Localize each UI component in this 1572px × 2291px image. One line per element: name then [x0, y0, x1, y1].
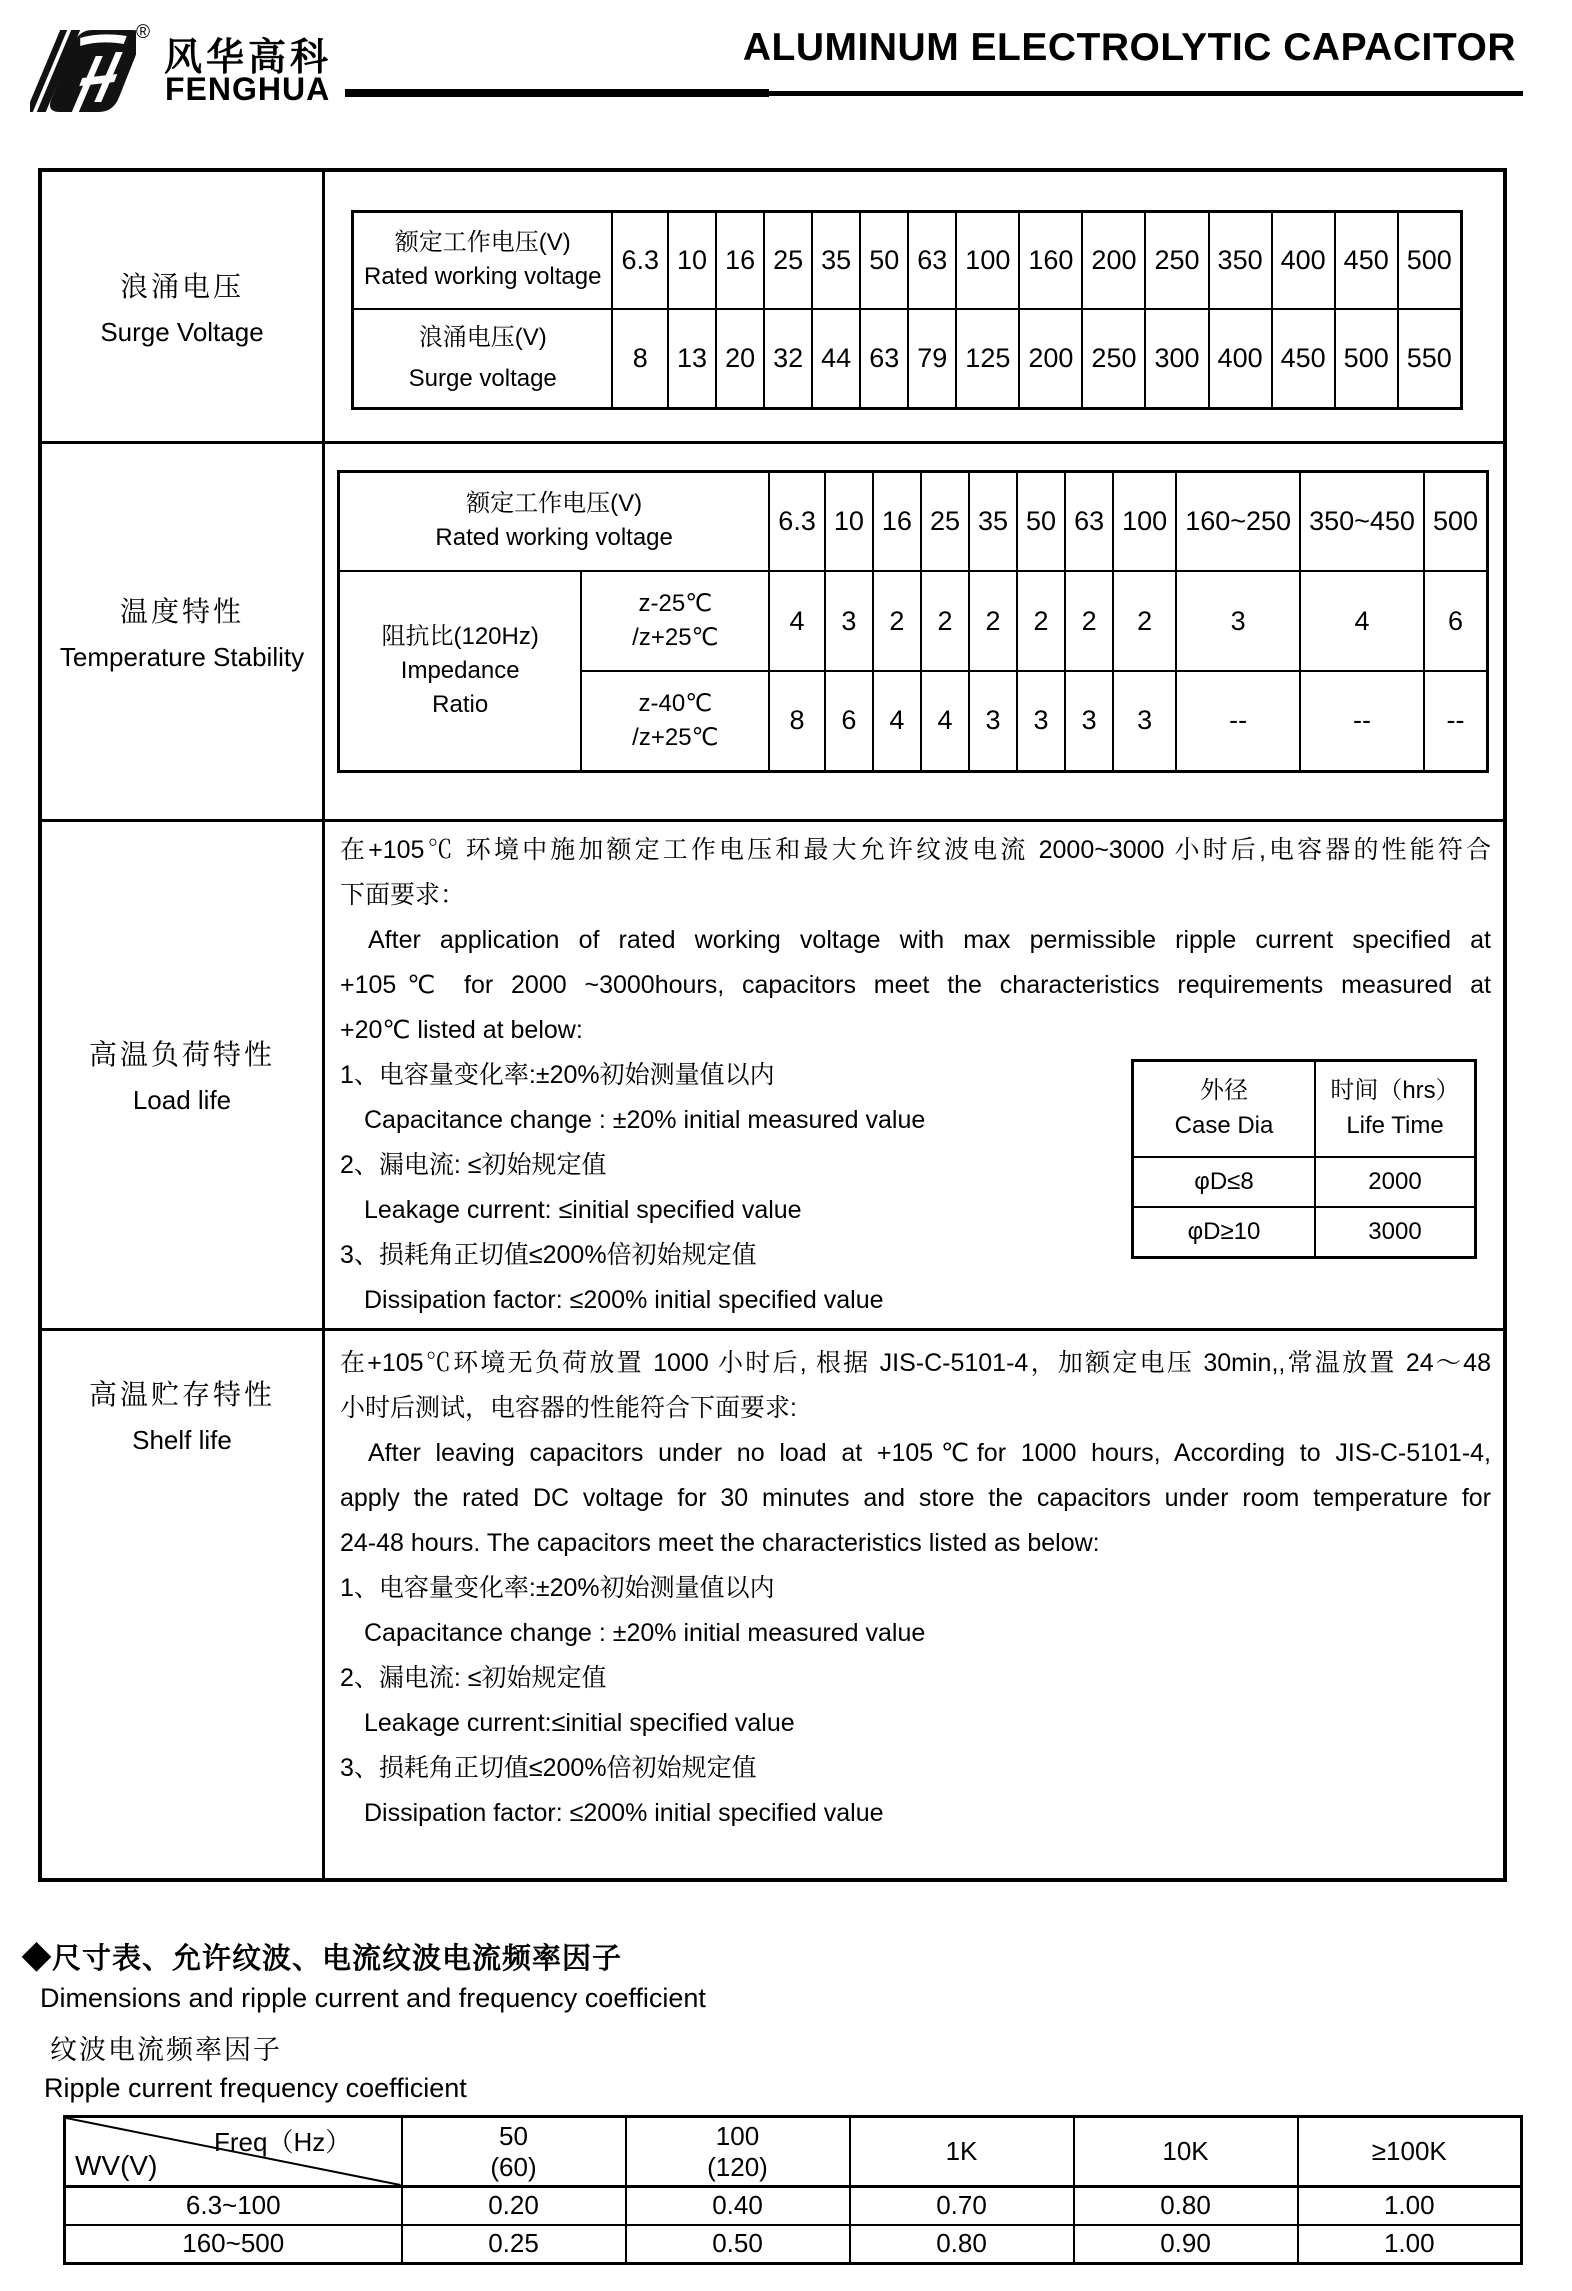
rated-voltage-value: 100 [1113, 471, 1176, 571]
surge-voltage-value: 300 [1145, 309, 1208, 409]
shelf-life-en-line3: 24-48 hours. The capacitors meet the characteristics listed as below: [340, 1528, 1100, 1557]
life-time-header [1315, 1060, 1476, 1157]
temperature-label-cn: 温度特性 [119, 595, 244, 627]
rated-voltage-value: 450 [1335, 212, 1398, 309]
freq-header-cell: 100 (120) [626, 2117, 850, 2187]
section-heading-cn: ◆尺寸表、允许纹波、电流纹波电流频率因子 [22, 1943, 623, 1975]
rated-voltage-value: 350~450 [1300, 471, 1424, 571]
impedance-ratio-value: -- [1176, 671, 1300, 771]
impedance-header-en2: Ratio [432, 690, 489, 718]
case-dia-header-en: Case Dia [1174, 1112, 1274, 1139]
impedance-ratio-value: 3 [1113, 671, 1176, 771]
rated-voltage-value: 160~250 [1176, 471, 1300, 571]
load-life-item1-cn: 1、电容量变化率:±20%初始测量值以内 [340, 1060, 775, 1089]
row-label-shelf-life [40, 1329, 324, 1880]
rated-voltage-value: 35 [969, 471, 1017, 571]
coefficient-value: 0.80 [850, 2225, 1074, 2264]
impedance-ratio-value: 2 [873, 571, 921, 671]
coefficient-value: 0.40 [626, 2187, 850, 2225]
rated-voltage-value: 500 [1424, 471, 1488, 571]
rated-voltage-value: 400 [1272, 212, 1335, 309]
rated-voltage-value: 10 [668, 212, 716, 309]
fenghua-logo-icon [30, 26, 136, 116]
corner-freq-label: Freq（Hz） [214, 2127, 352, 2157]
ripple-frequency-table [63, 2115, 1523, 2265]
impedance-ratio-value: 4 [921, 671, 969, 771]
surge-voltage-value: 13 [668, 309, 716, 409]
surge-voltage-header-cn: 浪涌电压(V) [418, 323, 547, 351]
rated-voltage-value: 50 [860, 212, 908, 309]
rated-voltage-header [339, 471, 770, 571]
load-life-en-line3: +20℃ listed at below: [340, 1015, 583, 1044]
shelf-life-label-en: Shelf life [132, 1424, 232, 1455]
rated-voltage-value: 6.3 [612, 212, 668, 309]
condition-line1: z-25℃ [638, 590, 713, 617]
rated-voltage-value: 350 [1209, 212, 1272, 309]
coefficient-value: 0.20 [402, 2187, 626, 2225]
surge-voltage-value: 400 [1209, 309, 1272, 409]
impedance-ratio-value: 6 [1424, 571, 1488, 671]
rated-voltage-header-en: Rated working voltage [364, 263, 602, 291]
rated-voltage-value: 200 [1082, 212, 1145, 309]
row-label-temperature-stability [40, 442, 324, 820]
surge-voltage-value: 450 [1272, 309, 1335, 409]
rated-voltage-header [353, 212, 613, 309]
rated-voltage-value: 6.3 [769, 471, 825, 571]
life-table-cell: φD≤8 [1133, 1157, 1316, 1207]
impedance-ratio-value: 3 [1065, 671, 1113, 771]
impedance-ratio-value: 3 [969, 671, 1017, 771]
surge-voltage-header-en: Surge voltage [408, 364, 557, 392]
impedance-ratio-value: 8 [769, 671, 825, 771]
coefficient-value: 1.00 [1298, 2225, 1522, 2264]
condition-z-minus-40 [581, 671, 769, 771]
freq-header-cell: 50 (60) [402, 2117, 626, 2187]
load-life-cell [324, 820, 1506, 1329]
rated-voltage-value: 160 [1019, 212, 1082, 309]
impedance-ratio-value: 3 [825, 571, 873, 671]
rated-voltage-value: 63 [908, 212, 956, 309]
impedance-header-cn: 阻抗比(120Hz) [381, 622, 539, 650]
life-table-cell: 3000 [1315, 1207, 1476, 1258]
life-table-cell: 2000 [1315, 1157, 1476, 1207]
shelf-life-cn-line1: 在+105℃环境无负荷放置 1000 小时后, 根据 JIS-C-5101-4，加额定电压 30min,,常温放置 24～48 [340, 1348, 1491, 1377]
coefficient-value: 0.25 [402, 2225, 626, 2264]
section-heading-en: Dimensions and ripple current and frequency coefficient [40, 1983, 706, 2013]
load-life-item2-cn: 2、漏电流: ≤初始规定值 [340, 1150, 607, 1179]
load-life-item3-en: Dissipation factor: ≤200% initial specified value [364, 1285, 884, 1314]
shelf-life-item3-en: Dissipation factor: ≤200% initial specified value [364, 1798, 884, 1827]
rated-voltage-value: 16 [873, 471, 921, 571]
impedance-ratio-value: 2 [969, 571, 1017, 671]
load-life-text [325, 822, 1503, 1323]
surge-voltage-table [351, 210, 1463, 410]
coefficient-value: 0.50 [626, 2225, 850, 2264]
header-rule-thick [345, 89, 769, 97]
life-time-header-en: Life Time [1346, 1112, 1444, 1139]
impedance-ratio-value: 2 [921, 571, 969, 671]
surge-voltage-cell [324, 170, 1506, 442]
load-life-item3-cn: 3、损耗角正切值≤200%倍初始规定值 [340, 1240, 757, 1269]
load-life-time-table [1131, 1059, 1477, 1259]
shelf-life-label-cn: 高温贮存特性 [88, 1378, 275, 1410]
impedance-ratio-value: 2 [1065, 571, 1113, 671]
condition-line2: /z+25℃ [632, 723, 719, 751]
freq-header-cell: 10K [1074, 2117, 1298, 2187]
impedance-ratio-value: 6 [825, 671, 873, 771]
surge-voltage-value: 125 [956, 309, 1019, 409]
rated-voltage-header-cn: 额定工作电压(V) [466, 490, 643, 518]
surge-label-en: Surge Voltage [100, 316, 264, 347]
registered-trademark-icon: ® [136, 22, 150, 43]
surge-voltage-value: 63 [860, 309, 908, 409]
load-life-label-en: Load life [132, 1085, 232, 1115]
impedance-ratio-header [339, 571, 582, 771]
rated-voltage-value: 16 [716, 212, 764, 309]
ripple-table-corner [65, 2117, 402, 2187]
impedance-ratio-value: 3 [1176, 571, 1300, 671]
wv-range-low: 6.3~100 [65, 2187, 402, 2225]
rated-voltage-value: 250 [1145, 212, 1208, 309]
case-dia-header-cn: 外径 [1200, 1077, 1248, 1104]
coefficient-value: 1.00 [1298, 2187, 1522, 2225]
impedance-ratio-value: 4 [769, 571, 825, 671]
shelf-life-item3-cn: 3、损耗角正切值≤200%倍初始规定值 [340, 1753, 757, 1782]
rated-voltage-value: 10 [825, 471, 873, 571]
specifications-table [38, 168, 1507, 1882]
rated-voltage-value: 35 [812, 212, 860, 309]
surge-voltage-value: 8 [612, 309, 668, 409]
temperature-label-en: Temperature Stability [59, 641, 305, 672]
impedance-header-en1: Impedance [400, 656, 520, 684]
surge-voltage-value: 250 [1082, 309, 1145, 409]
impedance-ratio-value: -- [1300, 671, 1424, 771]
row-label-load-life [40, 820, 324, 1329]
temperature-stability-cell [324, 442, 1506, 820]
surge-voltage-header [353, 309, 613, 409]
load-life-item2-en: Leakage current: ≤initial specified value [364, 1195, 802, 1224]
rated-voltage-value: 25 [921, 471, 969, 571]
load-life-label-cn: 高温负荷特性 [88, 1039, 275, 1070]
brand-name-chinese: 风华高科 [164, 37, 333, 79]
page-title: ALUMINUM ELECTROLYTIC CAPACITOR [742, 26, 1516, 69]
surge-voltage-value: 79 [908, 309, 956, 409]
load-life-en-line2: +105℃ for 2000 ~3000hours, capacitors meet the characteristics requirements measured at [340, 970, 1491, 999]
shelf-life-en-line1: After leaving capacitors under no load at +105℃for 1000 hours, According to JIS-C-5101-4, [368, 1438, 1491, 1467]
coefficient-value: 0.90 [1074, 2225, 1298, 2264]
shelf-life-text [325, 1331, 1503, 1836]
condition-z-minus-25 [581, 571, 769, 671]
condition-line2: /z+25℃ [632, 624, 719, 651]
coefficient-value: 0.70 [850, 2187, 1074, 2225]
surge-voltage-value: 200 [1019, 309, 1082, 409]
section-subheading-cn: 纹波电流频率因子 [50, 2035, 282, 2065]
corner-wv-label: WV(V) [75, 2150, 158, 2181]
impedance-ratio-value: 4 [1300, 571, 1424, 671]
shelf-life-item2-cn: 2、漏电流: ≤初始规定值 [340, 1663, 607, 1692]
rated-voltage-value: 63 [1065, 471, 1113, 571]
surge-voltage-value: 500 [1335, 309, 1398, 409]
condition-line1: z-40℃ [638, 689, 713, 717]
load-life-cn-line1: 在+105℃ 环境中施加额定工作电压和最大允许纹波电流 2000~3000 小时后,电容器的性能符合 [340, 835, 1491, 864]
load-life-cn-line2: 下面要求： [340, 880, 466, 909]
shelf-life-item1-cn: 1、电容量变化率:±20%初始测量值以内 [340, 1573, 775, 1602]
life-time-header-cn: 时间（hrs） [1330, 1077, 1460, 1104]
shelf-life-item2-en: Leakage current:≤initial specified value [364, 1708, 795, 1737]
life-table-cell: φD≥10 [1133, 1207, 1316, 1258]
shelf-life-cn-line2: 小时后测试，电容器的性能符合下面要求: [340, 1393, 797, 1422]
impedance-ratio-value: 2 [1113, 571, 1176, 671]
shelf-life-item1-en: Capacitance change : ±20% initial measured value [364, 1618, 926, 1647]
rated-voltage-header-en: Rated working voltage [435, 524, 673, 552]
brand-name-english: FENGHUA [165, 71, 331, 107]
impedance-ratio-table [337, 470, 1489, 773]
impedance-ratio-value: 2 [1017, 571, 1065, 671]
load-life-item1-en: Capacitance change : ±20% initial measured value [364, 1105, 926, 1134]
rated-voltage-header-cn: 额定工作电压(V) [394, 229, 571, 257]
case-dia-header [1133, 1060, 1316, 1157]
wv-range-high: 160~500 [65, 2225, 402, 2264]
rated-voltage-value: 25 [764, 212, 812, 309]
section-subheading-en: Ripple current frequency coefficient [44, 2073, 467, 2103]
coefficient-value: 0.80 [1074, 2187, 1298, 2225]
freq-header-cell: ≥100K [1298, 2117, 1522, 2187]
surge-voltage-value: 550 [1398, 309, 1462, 409]
surge-label-cn: 浪涌电压 [119, 270, 244, 302]
freq-header-cell: 1K [850, 2117, 1074, 2187]
surge-voltage-value: 32 [764, 309, 812, 409]
load-life-en-line1: After application of rated working voltage with max permissible ripple current specified at [368, 925, 1491, 954]
rated-voltage-value: 100 [956, 212, 1019, 309]
impedance-ratio-value: 4 [873, 671, 921, 771]
shelf-life-en-line2: apply the rated DC voltage for 30 minutes and store the capacitors under room temperature for [340, 1483, 1491, 1512]
header-rule-thin [765, 91, 1523, 96]
row-label-surge-voltage [40, 170, 324, 442]
surge-voltage-value: 20 [716, 309, 764, 409]
rated-voltage-value: 50 [1017, 471, 1065, 571]
rated-voltage-value: 500 [1398, 212, 1462, 309]
shelf-life-cell [324, 1329, 1506, 1880]
surge-voltage-value: 44 [812, 309, 860, 409]
impedance-ratio-value: -- [1424, 671, 1488, 771]
impedance-ratio-value: 3 [1017, 671, 1065, 771]
